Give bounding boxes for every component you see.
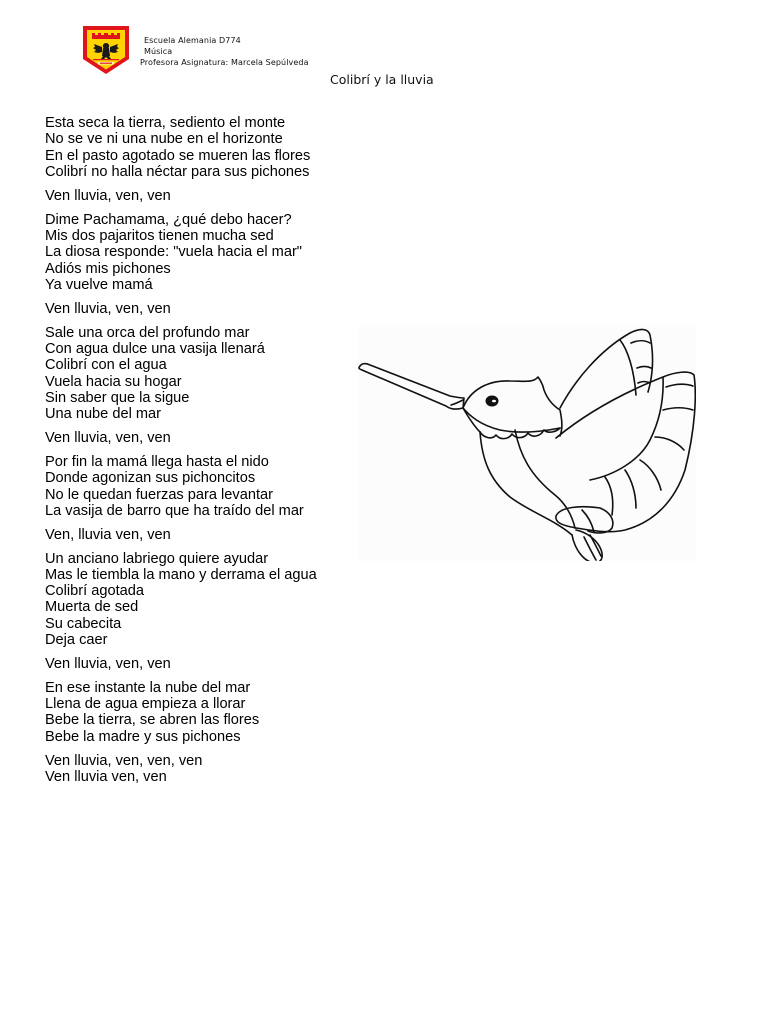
lyric-line: Colibrí con el agua (45, 357, 167, 374)
lyric-line: Una nube del mar (45, 406, 162, 423)
lyric-line: No le quedan fuerzas para levantar (45, 486, 273, 503)
chorus (45, 527, 352, 543)
lyric-line: Su cabecita (45, 615, 122, 632)
lyric-line: Adiós mis pichones (45, 260, 171, 277)
lyric-line: Colibrí no halla néctar para sus pichones (45, 163, 310, 180)
lyric-line: Muerta de sed (45, 599, 139, 616)
lyric-line: No se ve ni una nube en el horizonte (45, 131, 283, 148)
lyric-line: Llena de agua empieza a llorar (45, 696, 246, 713)
lyric-line: En ese instante la nube del mar (45, 679, 251, 696)
lyric-line: Ya vuelve mamá (45, 276, 153, 293)
school-logo (81, 25, 131, 75)
lyric-line: Deja caer (45, 632, 108, 649)
lyric-line: La diosa responde: "vuela hacia el mar" (45, 244, 302, 261)
song-lyrics (45, 115, 352, 793)
final-chorus (45, 753, 352, 786)
lyric-line: Ven lluvia, ven, ven (45, 187, 171, 204)
lyric-line: Bebe la madre y sus pichones (45, 728, 241, 745)
lyric-line: Mis dos pajaritos tienen mucha sed (45, 227, 274, 244)
school-crest-eagle-icon (81, 25, 131, 75)
page-title: Colibrí y la lluvia (330, 72, 434, 87)
lyric-line: Mas le tiembla la mano y derrama el agua (45, 566, 317, 583)
stanza-2 (45, 212, 352, 293)
subject-label: Música (144, 47, 173, 56)
lyric-line: Ven lluvia, ven, ven (45, 430, 171, 447)
chorus (45, 188, 352, 204)
teacher-label: Profesora Asignatura: Marcela Sepúlveda (140, 58, 309, 67)
lyric-line: Ven lluvia, ven, ven (45, 300, 171, 317)
stanza-3 (45, 325, 352, 423)
school-name: Escuela Alemania D774 (144, 36, 241, 45)
lyric-line: Dime Pachamama, ¿qué debo hacer? (45, 211, 292, 228)
lyric-line: En el pasto agotado se mueren las flores (45, 147, 311, 164)
lyric-line: Por fin la mamá llega hasta el nido (45, 453, 269, 470)
lyric-line: Ven lluvia ven, ven (45, 768, 167, 785)
stanza-4 (45, 454, 352, 519)
lyric-line: Un anciano labriego quiere ayudar (45, 550, 269, 567)
lyric-line: Esta seca la tierra, sediento el monte (45, 115, 286, 131)
lyric-line: Ven lluvia, ven, ven (45, 655, 171, 672)
stanza-6 (45, 680, 352, 745)
school-info (140, 35, 309, 68)
stanza-1 (45, 115, 352, 180)
lyric-line: Vuela hacia su hogar (45, 373, 182, 390)
lyric-line: Ven lluvia, ven, ven, ven (45, 752, 203, 769)
lyric-line: Con agua dulce una vasija llenará (45, 340, 265, 357)
chorus (45, 430, 352, 446)
lyric-line: Ven, lluvia ven, ven (45, 526, 171, 543)
stanza-5 (45, 551, 352, 649)
chorus (45, 656, 352, 672)
lyric-line: Sale una orca del profundo mar (45, 324, 250, 341)
lyric-line: Colibrí agotada (45, 583, 144, 600)
chorus (45, 301, 352, 317)
lyric-line: Bebe la tierra, se abren las flores (45, 712, 260, 729)
lyric-line: Donde agonizan sus pichoncitos (45, 470, 256, 487)
hummingbird-outline-icon (358, 325, 696, 561)
hummingbird-illustration (358, 325, 696, 561)
lyric-line: La vasija de barro que ha traído del mar (45, 502, 304, 519)
lyric-line: Sin saber que la sigue (45, 389, 190, 406)
